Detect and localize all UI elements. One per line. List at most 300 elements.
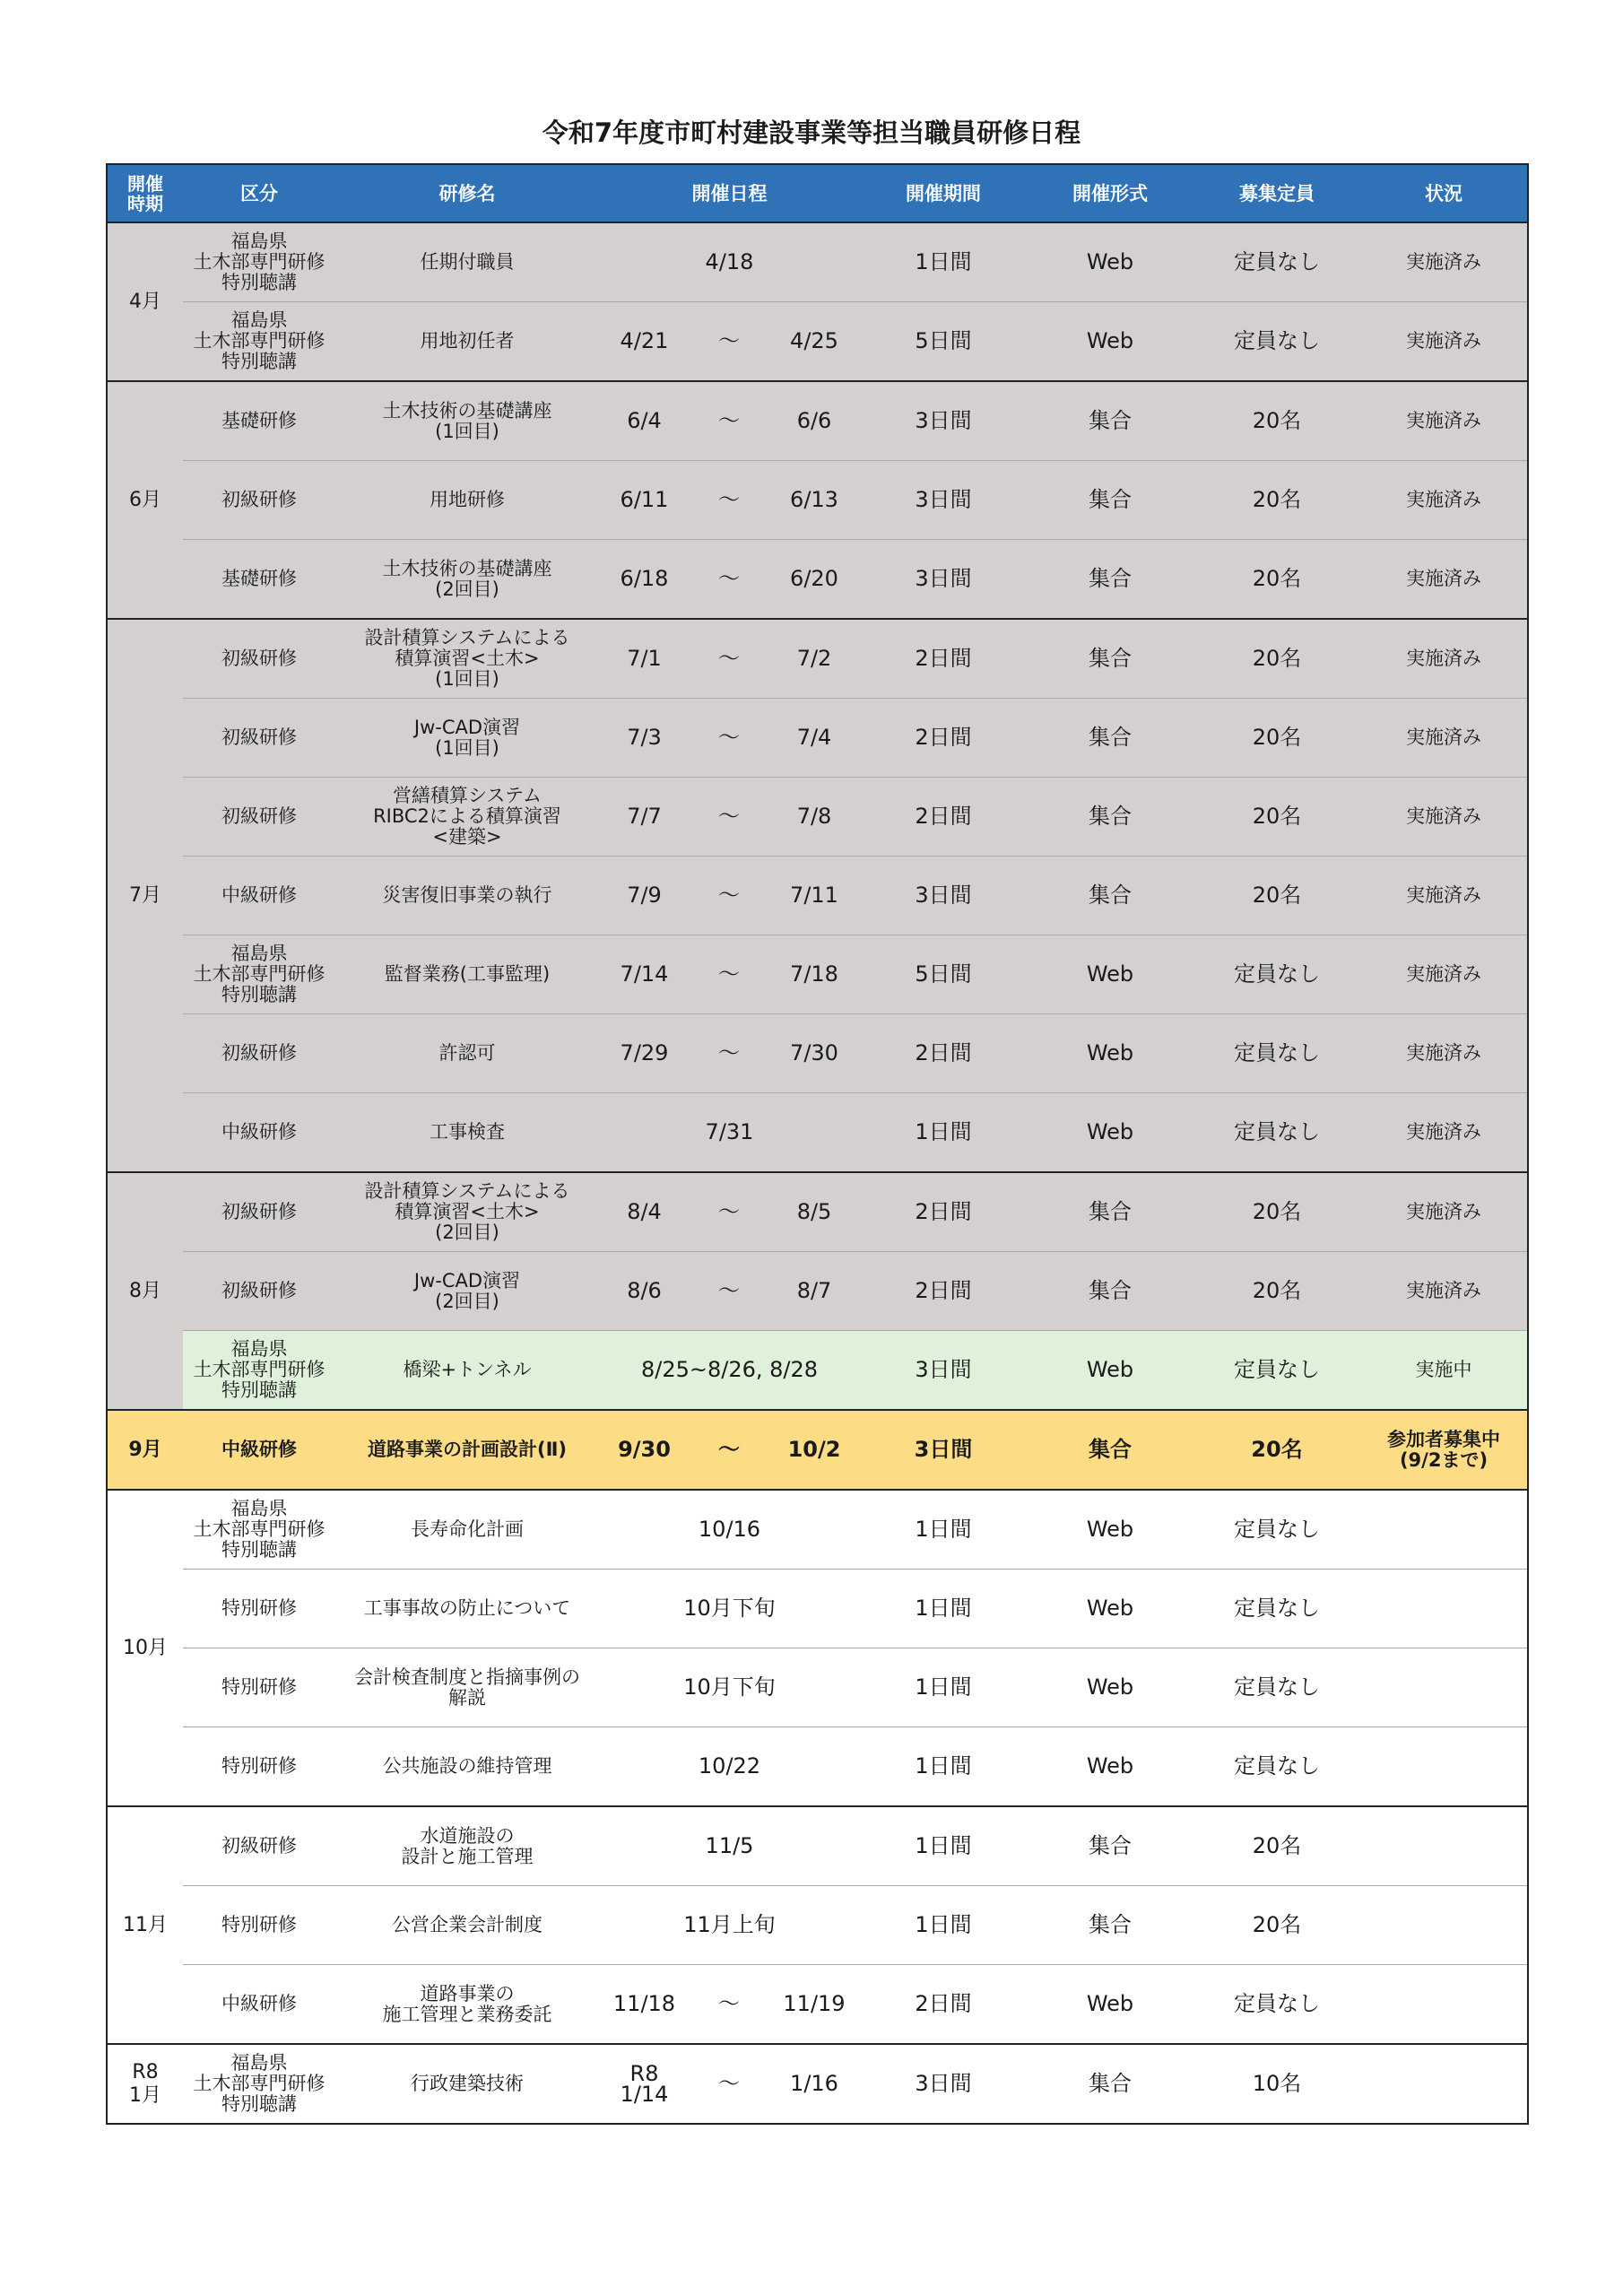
course-name-line: 災害復旧事業の執行 (382, 884, 552, 906)
capacity-cell: 20名 (1193, 1886, 1360, 1965)
course-name-cell (335, 1331, 599, 1411)
month-label: 10月 (123, 1636, 168, 1659)
course-name-line: 会計検査制度と指摘事例の (354, 1665, 580, 1688)
table-row (107, 222, 1528, 302)
course-name-line: 設計積算システムによる (364, 1180, 570, 1202)
category-cell (183, 1648, 335, 1727)
category-line: 土木部専門研修 (193, 963, 325, 985)
course-name-cell (335, 1410, 599, 1490)
date-cell: 7/31 (599, 1093, 860, 1173)
table-row (107, 619, 1528, 699)
category-line: 中級研修 (221, 1121, 297, 1143)
course-name-line: 積算演習<土木> (395, 1201, 540, 1222)
category-cell (183, 1410, 335, 1490)
date-to: 7/8 (768, 778, 860, 857)
date-from-line: 7/7 (627, 804, 662, 829)
date-to: 7/18 (768, 935, 860, 1014)
month-label: 9月 (128, 1438, 162, 1461)
month-cell (107, 1490, 183, 1806)
duration-cell: 2日間 (860, 619, 1027, 699)
duration-cell: 1日間 (860, 222, 1027, 302)
course-name-line: (1回目) (435, 420, 499, 442)
table-row (107, 1093, 1528, 1173)
duration-cell: 2日間 (860, 778, 1027, 857)
header-row (107, 164, 1528, 222)
category-cell (183, 1490, 335, 1570)
month-label: 11月 (123, 1913, 168, 1936)
date-separator: 〜 (690, 778, 768, 857)
duration-cell: 5日間 (860, 935, 1027, 1014)
duration-cell: 1日間 (860, 1886, 1027, 1965)
duration-cell: 1日間 (860, 1093, 1027, 1173)
format-cell: Web (1027, 1965, 1193, 2045)
format-cell: 集合 (1027, 1252, 1193, 1331)
status-line: 実施済み (1406, 963, 1481, 985)
status-cell (1360, 2044, 1528, 2124)
date-from (599, 1014, 690, 1093)
category-line: 福島県 (230, 1338, 288, 1360)
category-cell (183, 1806, 335, 1886)
course-name-cell (335, 1172, 599, 1252)
category-cell (183, 1965, 335, 2045)
course-name-cell (335, 935, 599, 1014)
duration-cell: 2日間 (860, 1965, 1027, 2045)
date-to: 10/2 (768, 1410, 860, 1490)
date-from (599, 1965, 690, 2045)
status-cell (1360, 699, 1528, 778)
header-period: 開催 時期 (107, 164, 183, 222)
format-cell: Web (1027, 1490, 1193, 1570)
status-line: 実施済み (1406, 884, 1481, 906)
category-cell (183, 222, 335, 302)
format-cell: Web (1027, 222, 1193, 302)
status-cell (1360, 1965, 1528, 2045)
status-cell (1360, 1727, 1528, 1807)
category-line: 土木部専門研修 (193, 2073, 325, 2094)
course-name-line: (1回目) (435, 668, 499, 690)
date-from (599, 461, 690, 540)
course-name-cell (335, 461, 599, 540)
status-cell (1360, 1886, 1528, 1965)
category-line: 初級研修 (221, 805, 297, 827)
table-row (107, 699, 1528, 778)
date-from-line: 7/29 (620, 1040, 669, 1065)
category-line: 福島県 (230, 2052, 288, 2074)
course-name-cell (335, 1490, 599, 1570)
date-from-line: 7/9 (627, 883, 662, 908)
course-name-cell (335, 302, 599, 382)
course-name-cell (335, 1252, 599, 1331)
course-name-cell (335, 857, 599, 935)
table-row (107, 302, 1528, 382)
course-name-line: 営繕積算システム (393, 785, 542, 806)
category-line: 初級研修 (221, 648, 297, 669)
course-name-line: 任期付職員 (420, 251, 515, 273)
category-line: 特別研修 (221, 1597, 297, 1619)
date-cell: 10月下旬 (599, 1648, 860, 1727)
course-name-cell (335, 381, 599, 461)
capacity-cell: 定員なし (1193, 935, 1360, 1014)
date-separator: 〜 (690, 302, 768, 382)
course-name-cell (335, 1014, 599, 1093)
date-to: 8/5 (768, 1172, 860, 1252)
capacity-cell: 20名 (1193, 857, 1360, 935)
category-cell (183, 1331, 335, 1411)
date-separator: 〜 (690, 1014, 768, 1093)
course-name-line: 積算演習<土木> (395, 648, 540, 669)
status-line: 実施済み (1406, 726, 1481, 748)
page-title: 令和7年度市町村建設事業等担当職員研修日程 (542, 117, 1081, 148)
course-name-cell (335, 1727, 599, 1807)
date-from-line: 6/4 (627, 408, 662, 433)
category-line: 特別聴講 (221, 1539, 297, 1561)
table-row (107, 1410, 1528, 1490)
course-name-line: 用地初任者 (420, 330, 515, 352)
course-name-line: (2回目) (435, 1290, 499, 1312)
duration-cell: 5日間 (860, 302, 1027, 382)
capacity-cell: 定員なし (1193, 1331, 1360, 1411)
date-separator: 〜 (690, 1252, 768, 1331)
course-name-cell (335, 1648, 599, 1727)
course-name-cell (335, 1886, 599, 1965)
category-line: 特別研修 (221, 1755, 297, 1777)
category-line: 特別聴講 (221, 1379, 297, 1401)
category-line: 土木部専門研修 (193, 1518, 325, 1540)
category-cell (183, 699, 335, 778)
format-cell: Web (1027, 1648, 1193, 1727)
category-cell (183, 461, 335, 540)
capacity-cell: 定員なし (1193, 1014, 1360, 1093)
course-name-line: (1回目) (435, 736, 499, 759)
date-from (599, 619, 690, 699)
format-cell: 集合 (1027, 699, 1193, 778)
capacity-cell: 20名 (1193, 778, 1360, 857)
duration-cell: 1日間 (860, 1806, 1027, 1886)
category-line: 特別聴講 (221, 2093, 297, 2115)
category-line: 特別研修 (221, 1914, 297, 1935)
date-from-line: 8/6 (627, 1278, 662, 1303)
status-cell (1360, 1410, 1528, 1490)
date-separator: 〜 (690, 2044, 768, 2124)
course-name-cell (335, 699, 599, 778)
format-cell: 集合 (1027, 857, 1193, 935)
category-cell (183, 1014, 335, 1093)
duration-cell: 1日間 (860, 1490, 1027, 1570)
duration-cell: 3日間 (860, 1410, 1027, 1490)
category-cell (183, 619, 335, 699)
course-name-line: 土木技術の基礎講座 (382, 557, 552, 579)
table-row (107, 1490, 1528, 1570)
date-to: 8/7 (768, 1252, 860, 1331)
status-line: 実施済み (1406, 330, 1481, 352)
date-from-line: R8 (629, 2060, 659, 2086)
header-capacity: 募集定員 (1193, 164, 1360, 222)
table-row (107, 1570, 1528, 1648)
table-row (107, 1886, 1528, 1965)
date-from (599, 778, 690, 857)
capacity-cell: 20名 (1193, 461, 1360, 540)
status-cell (1360, 778, 1528, 857)
category-line: 初級研修 (221, 1201, 297, 1222)
date-separator: 〜 (690, 461, 768, 540)
duration-cell: 2日間 (860, 699, 1027, 778)
duration-cell: 1日間 (860, 1727, 1027, 1807)
status-line: (9/2まで) (1399, 1448, 1488, 1471)
capacity-cell: 20名 (1193, 1172, 1360, 1252)
category-cell (183, 1093, 335, 1173)
date-from (599, 2044, 690, 2124)
category-cell (183, 1570, 335, 1648)
category-cell (183, 1886, 335, 1965)
table-row (107, 857, 1528, 935)
table-row (107, 1806, 1528, 1886)
table-body (107, 222, 1528, 2124)
category-cell (183, 381, 335, 461)
course-name-line: 公共施設の維持管理 (382, 1755, 552, 1777)
course-name-line: 橋梁+トンネル (403, 1359, 532, 1380)
format-cell: Web (1027, 1570, 1193, 1648)
category-line: 基礎研修 (221, 410, 297, 431)
table-row (107, 1252, 1528, 1331)
header-format: 開催形式 (1027, 164, 1193, 222)
status-cell (1360, 461, 1528, 540)
category-cell (183, 935, 335, 1014)
category-line: 特別聴講 (221, 272, 297, 293)
category-cell (183, 778, 335, 857)
table-row (107, 381, 1528, 461)
capacity-cell: 定員なし (1193, 1965, 1360, 2045)
date-from (599, 540, 690, 620)
date-separator: 〜 (690, 381, 768, 461)
duration-cell: 2日間 (860, 1172, 1027, 1252)
course-name-line: <建築> (432, 826, 502, 848)
category-line: 中級研修 (221, 1993, 297, 2014)
header-name: 研修名 (335, 164, 599, 222)
capacity-cell: 定員なし (1193, 1648, 1360, 1727)
course-name-line: (2回目) (435, 578, 499, 600)
format-cell: 集合 (1027, 1410, 1193, 1490)
status-line: 実施中 (1415, 1359, 1472, 1380)
table-row (107, 1727, 1528, 1807)
format-cell: 集合 (1027, 778, 1193, 857)
course-name-line: 道路事業の計画設計(Ⅱ) (367, 1439, 568, 1460)
status-line: 実施済み (1406, 1121, 1481, 1143)
capacity-cell: 20名 (1193, 540, 1360, 620)
table-row (107, 1014, 1528, 1093)
date-cell: 8/25~8/26, 8/28 (599, 1331, 860, 1411)
category-line: 特別研修 (221, 1676, 297, 1698)
status-cell (1360, 1331, 1528, 1411)
date-separator: 〜 (690, 1410, 768, 1490)
course-name-line: (2回目) (435, 1222, 499, 1243)
date-from-line: 6/11 (620, 487, 669, 512)
duration-cell: 3日間 (860, 857, 1027, 935)
month-label: 4月 (129, 290, 161, 313)
status-cell (1360, 1014, 1528, 1093)
date-from (599, 381, 690, 461)
status-line: 実施済み (1406, 251, 1481, 273)
course-name-cell (335, 778, 599, 857)
category-line: 基礎研修 (221, 568, 297, 589)
course-name-cell (335, 1806, 599, 1886)
capacity-cell: 定員なし (1193, 1093, 1360, 1173)
capacity-cell: 20名 (1193, 619, 1360, 699)
course-name-line: 長寿命化計画 (411, 1518, 524, 1540)
course-name-line: 許認可 (438, 1042, 496, 1064)
status-line: 実施済み (1406, 1201, 1481, 1222)
table-row (107, 461, 1528, 540)
category-cell (183, 2044, 335, 2124)
duration-cell: 3日間 (860, 1331, 1027, 1411)
course-name-cell (335, 2044, 599, 2124)
month-cell (107, 222, 183, 381)
status-cell (1360, 540, 1528, 620)
status-line: 参加者募集中 (1387, 1428, 1500, 1450)
status-line: 実施済み (1406, 1042, 1481, 1064)
header-schedule: 開催日程 (599, 164, 860, 222)
status-line: 実施済み (1406, 648, 1481, 669)
status-cell (1360, 1806, 1528, 1886)
category-line: 初級研修 (221, 1280, 297, 1301)
date-from (599, 1410, 690, 1490)
month-cell (107, 619, 183, 1172)
table-row (107, 1648, 1528, 1727)
header-category: 区分 (183, 164, 335, 222)
course-name-line: Jw-CAD演習 (413, 1269, 521, 1292)
course-name-cell (335, 1570, 599, 1648)
date-from (599, 1252, 690, 1331)
category-line: 福島県 (230, 1498, 288, 1519)
category-cell (183, 302, 335, 382)
date-separator: 〜 (690, 619, 768, 699)
status-cell (1360, 1648, 1528, 1727)
date-to: 4/25 (768, 302, 860, 382)
month-cell (107, 2044, 183, 2124)
course-name-cell (335, 1965, 599, 2045)
category-line: 福島県 (230, 230, 288, 252)
duration-cell: 2日間 (860, 1252, 1027, 1331)
course-name-line: 監督業務(工事監理) (384, 963, 551, 985)
course-name-line: Jw-CAD演習 (413, 716, 521, 738)
table-row (107, 778, 1528, 857)
date-to: 7/2 (768, 619, 860, 699)
format-cell: 集合 (1027, 1886, 1193, 1965)
date-from (599, 1172, 690, 1252)
date-from-line: 7/1 (627, 646, 662, 671)
status-cell (1360, 857, 1528, 935)
course-name-cell (335, 1093, 599, 1173)
course-name-line: 工事検査 (430, 1121, 505, 1143)
month-cell (107, 1172, 183, 1410)
course-name-line: RIBC2による積算演習 (373, 805, 561, 827)
date-from-line: 7/14 (620, 961, 669, 987)
course-name-line: 土木技術の基礎講座 (382, 399, 552, 422)
category-line: 土木部専門研修 (193, 330, 325, 352)
capacity-cell: 20名 (1193, 1252, 1360, 1331)
course-name-line: 解説 (448, 1686, 486, 1709)
date-from-line: 8/4 (627, 1199, 662, 1224)
month-cell (107, 1410, 183, 1490)
course-name-line: 施工管理と業務委託 (382, 2003, 552, 2025)
category-cell (183, 1172, 335, 1252)
date-separator: 〜 (690, 935, 768, 1014)
date-cell: 10/22 (599, 1727, 860, 1807)
date-from-line: 7/3 (627, 725, 662, 750)
month-label: R8 (132, 2060, 159, 2083)
capacity-cell: 20名 (1193, 381, 1360, 461)
status-cell (1360, 1172, 1528, 1252)
month-label: 7月 (129, 883, 161, 907)
date-from (599, 935, 690, 1014)
month-cell (107, 1806, 183, 2044)
table-row (107, 935, 1528, 1014)
capacity-cell: 定員なし (1193, 1490, 1360, 1570)
course-name-line: 水道施設の (420, 1824, 515, 1847)
date-from-line: 6/18 (620, 566, 669, 591)
capacity-cell: 20名 (1193, 1410, 1360, 1490)
date-to: 11/19 (768, 1965, 860, 2045)
category-line: 中級研修 (221, 1439, 297, 1460)
date-cell: 10月下旬 (599, 1570, 860, 1648)
status-cell (1360, 222, 1528, 302)
format-cell: 集合 (1027, 1172, 1193, 1252)
status-cell (1360, 619, 1528, 699)
status-cell (1360, 302, 1528, 382)
date-from-line: 1/14 (620, 2081, 669, 2107)
course-name-line: 公営企業会計制度 (392, 1914, 542, 1935)
header-status: 状況 (1360, 164, 1528, 222)
course-name-cell (335, 540, 599, 620)
schedule-table (106, 163, 1529, 2125)
table-row (107, 2044, 1528, 2124)
category-cell (183, 857, 335, 935)
capacity-cell: 20名 (1193, 699, 1360, 778)
format-cell: 集合 (1027, 540, 1193, 620)
status-line: 実施済み (1406, 410, 1481, 431)
duration-cell: 1日間 (860, 1648, 1027, 1727)
category-cell (183, 1727, 335, 1807)
category-line: 福島県 (230, 309, 288, 331)
date-separator: 〜 (690, 1172, 768, 1252)
date-from (599, 302, 690, 382)
date-from-line: 9/30 (618, 1437, 671, 1462)
date-from-line: 4/21 (620, 328, 669, 353)
table-row (107, 1172, 1528, 1252)
course-name-line: 設計と施工管理 (401, 1845, 534, 1867)
course-name-cell (335, 222, 599, 302)
course-name-line: 用地研修 (430, 489, 505, 510)
capacity-cell: 定員なし (1193, 1570, 1360, 1648)
duration-cell: 1日間 (860, 1570, 1027, 1648)
month-label: 6月 (129, 488, 161, 511)
category-line: 初級研修 (221, 489, 297, 510)
date-separator: 〜 (690, 857, 768, 935)
date-cell: 10/16 (599, 1490, 860, 1570)
format-cell: 集合 (1027, 2044, 1193, 2124)
course-name-line: 道路事業の (420, 1982, 515, 2005)
date-separator: 〜 (690, 1965, 768, 2045)
category-line: 土木部専門研修 (193, 251, 325, 273)
date-to: 6/6 (768, 381, 860, 461)
month-label: 1月 (129, 2083, 161, 2107)
status-cell (1360, 1093, 1528, 1173)
format-cell: Web (1027, 1014, 1193, 1093)
status-line: 実施済み (1406, 805, 1481, 827)
course-name-line: 設計積算システムによる (364, 627, 570, 648)
date-cell: 11/5 (599, 1806, 860, 1886)
date-from (599, 857, 690, 935)
format-cell: 集合 (1027, 381, 1193, 461)
